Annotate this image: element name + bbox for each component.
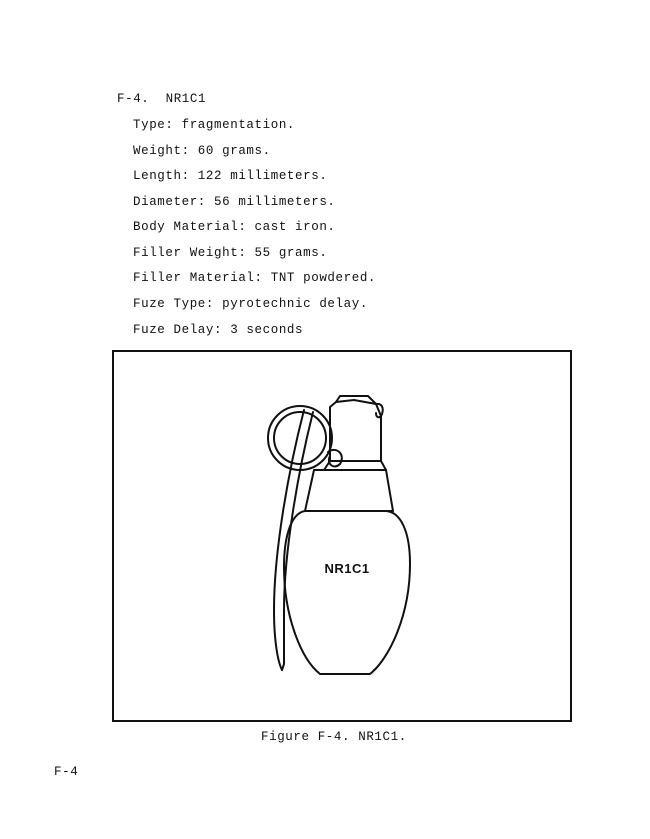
spec-diameter: Diameter: 56 millimeters. [133, 195, 336, 209]
pull-ring [268, 406, 332, 470]
spec-fuze-delay: Fuze Delay: 3 seconds [133, 323, 304, 337]
spec-body-material: Body Material: cast iron. [133, 220, 336, 234]
figure-caption: Figure F-4. NR1C1. [261, 730, 407, 744]
spec-type: Type: fragmentation. [133, 118, 296, 132]
spec-filler-weight: Filler Weight: 55 grams. [133, 246, 328, 260]
figure-frame [112, 350, 572, 722]
page-number: F-4 [54, 765, 79, 779]
grenade-neck [305, 470, 393, 511]
spec-length: Length: 122 millimeters. [133, 169, 328, 183]
grenade-illustration [114, 352, 570, 720]
spec-filler-material: Filler Material: TNT powdered. [133, 271, 377, 285]
grenade-body-label: NR1C1 [324, 561, 370, 576]
grenade-body [284, 511, 410, 674]
section-heading: F-4. NR1C1 [117, 92, 207, 106]
spec-fuze-type: Fuze Type: pyrotechnic delay. [133, 297, 368, 311]
spec-weight: Weight: 60 grams. [133, 144, 271, 158]
